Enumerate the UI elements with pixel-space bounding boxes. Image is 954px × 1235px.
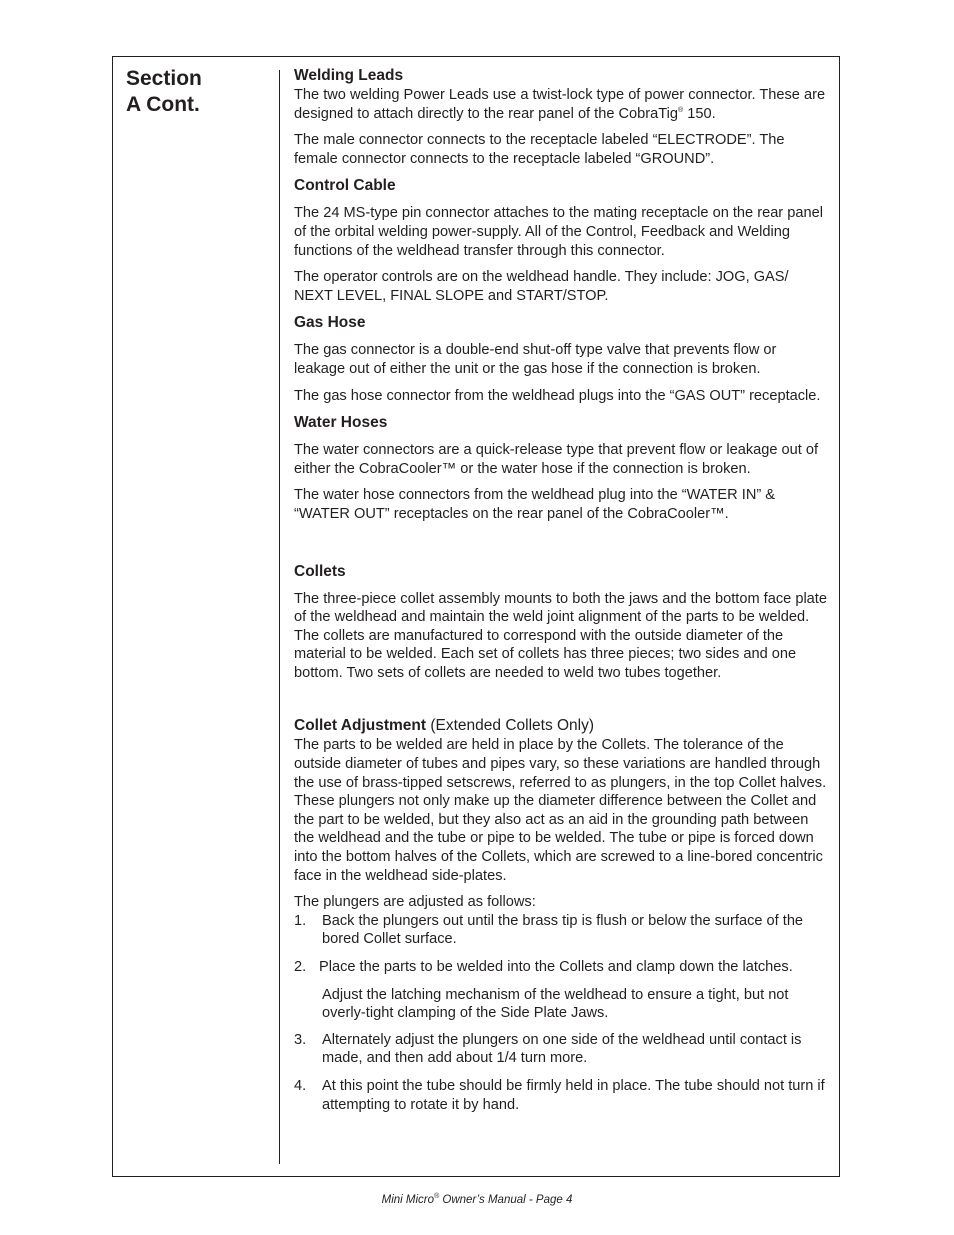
column-divider bbox=[279, 70, 280, 1164]
list-item bbox=[294, 958, 830, 977]
collets-heading: Collets bbox=[294, 562, 346, 580]
welding-leads-p1 bbox=[294, 86, 830, 123]
step2-note: Adjust the latching mechanism of the weldhead to ensure a tight, but not overly-tight clamping of the Side Plate Jaws. bbox=[322, 986, 789, 1022]
collet-adjustment-heading-text: Collet Adjustment bbox=[294, 717, 427, 735]
control-cable-p1: The 24 MS-type pin connector attaches to the mating receptacle on the rear panel of the orbital welding power-supply. All of the Control, Feedback and Welding functions of the weldhead transfer through this connector. bbox=[294, 205, 823, 259]
list-item-text: At this point the tube should be firmly held in place. The tube should not turn if attempting to rotate it by hand. bbox=[322, 1077, 825, 1113]
footer-product: Mini Micro bbox=[381, 1194, 435, 1206]
list-item bbox=[294, 1077, 830, 1114]
collet-adjustment-p1: The parts to be welded are held in place by the Collets. The tolerance of the outside diameter of tubes and pipes vary, so these variations are handled through the use of brass-tipped setscrews, referred to as plungers, in the top Collet halves. These plungers not only make up the diameter difference between the Collet and the part to be welded, but they also act as an aid in the grounding path between the weldhead and the tube or pipe to be welded. The tube or pipe is forced down into the bottom halves of the Collets, which are screwed to a line-bored concentric face in the weldhead side-plates. bbox=[294, 737, 827, 884]
footer-registered-mark: ® bbox=[434, 1193, 440, 1201]
footer-page: Owner’s Manual - Page 4 bbox=[439, 1194, 573, 1206]
list-item-text: Alternately adjust the plungers on one side of the weldhead until contact is made, and then add about 1/4 turn more. bbox=[322, 1031, 802, 1067]
list-intro: The plungers are adjusted as follows: bbox=[294, 894, 536, 911]
spacer bbox=[294, 532, 830, 562]
list-item bbox=[294, 912, 830, 949]
list-item-number: 4. bbox=[294, 1077, 307, 1094]
welding-leads-p1-text: The two welding Power Leads use a twist-lock type of power connector. These are designed to attach directly to the rear panel of the CobraTig bbox=[294, 87, 826, 122]
water-hoses-p1: The water connectors are a quick-release type that prevent flow or leakage out of either the CobraCooler™ or the water hose if the connection is broken. bbox=[294, 442, 819, 477]
list-item-text: Back the plungers out until the brass tip is flush or below the surface of the bored Collet surface. bbox=[322, 912, 804, 948]
section-title bbox=[126, 66, 202, 118]
spacer bbox=[294, 690, 830, 716]
collet-adjustment-heading bbox=[294, 716, 830, 736]
gas-hose-heading: Gas Hose bbox=[294, 314, 366, 332]
gas-hose-p2: The gas hose connector from the weldhead plugs into the “GAS OUT” receptacle. bbox=[294, 387, 821, 404]
control-cable-heading: Control Cable bbox=[294, 177, 396, 195]
control-cable-p2: The operator controls are on the weldhead handle. They include: JOG, GAS/ NEXT LEVEL, FINAL SLOPE and START/STOP. bbox=[294, 269, 789, 304]
registered-mark: ® bbox=[678, 106, 684, 114]
gas-hose-p1: The gas connector is a double-end shut-off type valve that prevents flow or leakage out of either the unit or the gas hose if the connection is broken. bbox=[294, 342, 777, 377]
section-title-line2: A Cont. bbox=[126, 93, 200, 116]
list-item-text: Place the parts to be welded into the Collets and clamp down the latches. bbox=[319, 959, 793, 975]
welding-leads-p1-model: 150. bbox=[683, 105, 716, 122]
collet-adjustment-heading-paren: (Extended Collets Only) bbox=[426, 717, 595, 735]
collets-p1: The three-piece collet assembly mounts to both the jaws and the bottom face plate of the weldhead and maintain the weld joint alignment of the parts to be welded. The collets are manufactured to correspond with the outside diameter of the material to be welded. Each set of collets has three pieces; two sides and one bottom. Two sets of collets are needed to weld two tubes together. bbox=[294, 590, 827, 681]
section-title-line1: Section bbox=[126, 67, 202, 90]
list-item-number: 3. bbox=[294, 1031, 307, 1048]
main-content bbox=[294, 66, 830, 1123]
list-item-number: 1. bbox=[294, 912, 307, 929]
water-hoses-p2: The water hose connectors from the weldhead plug into the “WATER IN” & “WATER OUT” receptacles on the rear panel of the CobraCooler™. bbox=[294, 487, 776, 522]
welding-leads-p2: The male connector connects to the receptacle labeled “ELECTRODE”. The female connector connects to the receptacle labeled “GROUND”. bbox=[294, 132, 785, 167]
list-item bbox=[294, 1031, 830, 1068]
page-footer bbox=[0, 1194, 954, 1206]
list-item-number: 2. bbox=[294, 959, 307, 975]
water-hoses-heading: Water Hoses bbox=[294, 414, 388, 432]
welding-leads-heading: Welding Leads bbox=[294, 67, 404, 84]
